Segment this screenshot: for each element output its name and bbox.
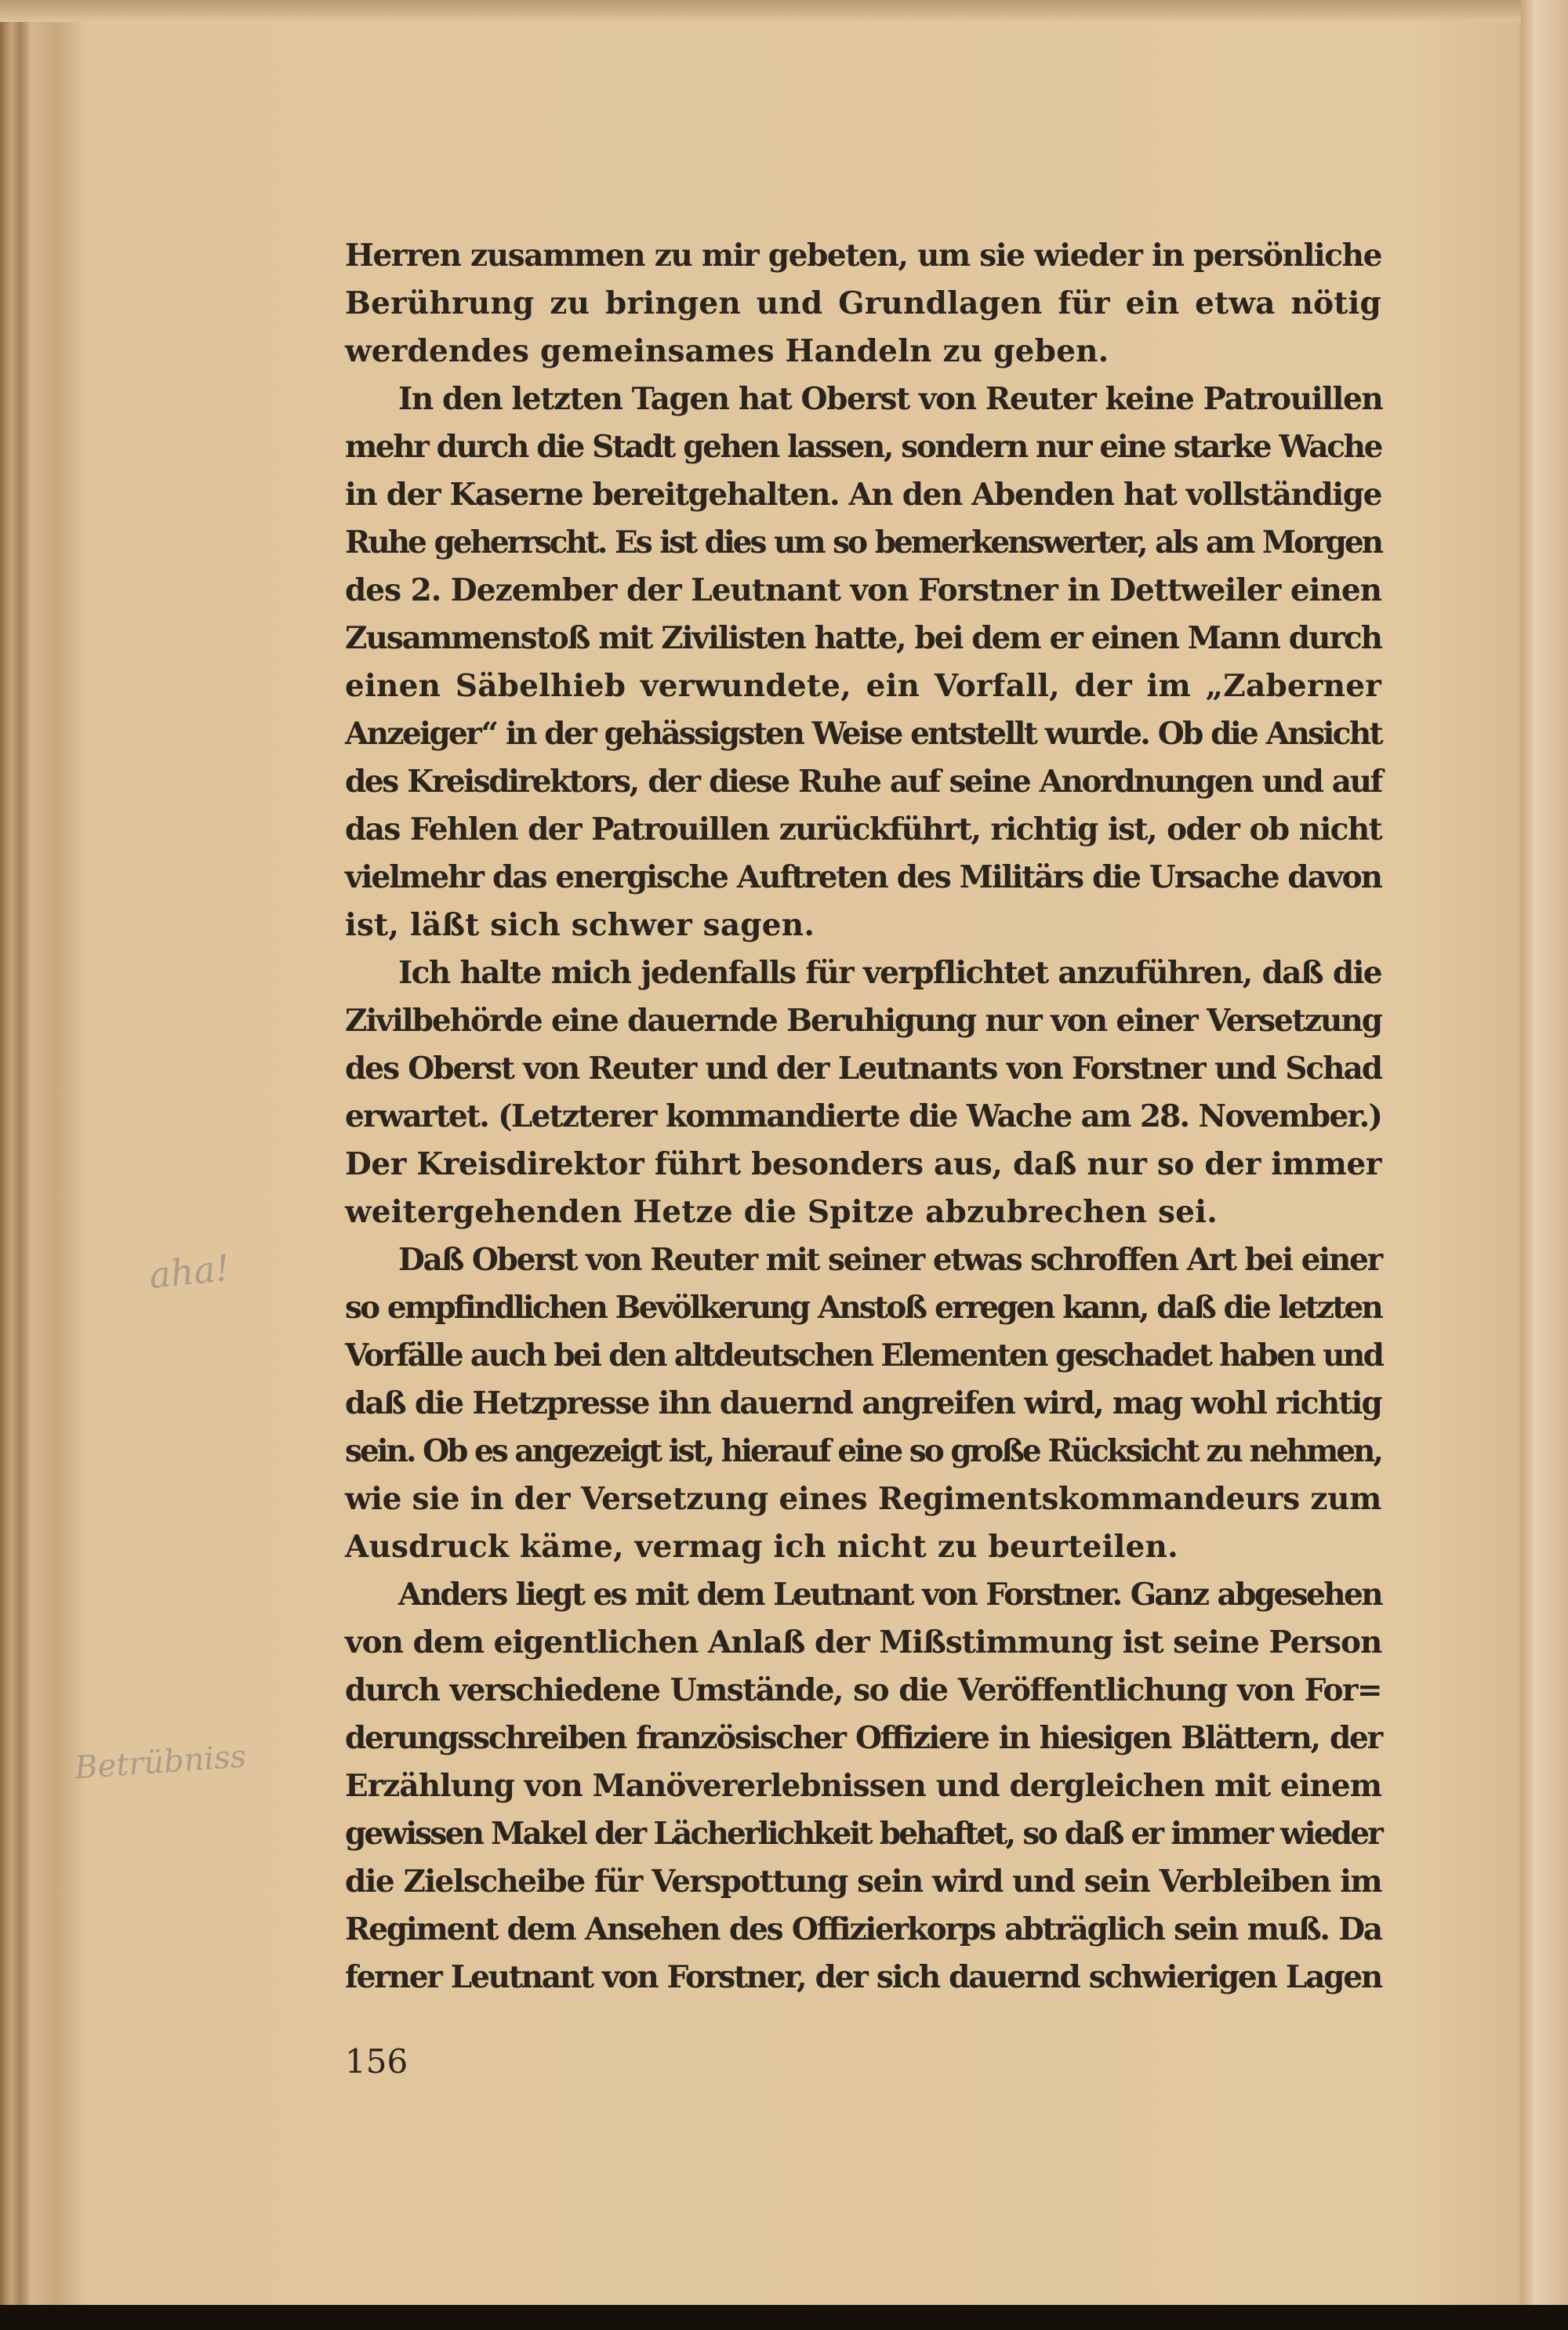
text-line: das Fehlen der Patrouillen zurückführt, richtig ist, oder ob nicht xyxy=(345,811,1381,847)
margin-note-handwritten: Betrübniss xyxy=(73,1738,248,1787)
text-line: Ausdruck käme, vermag ich nicht zu beurteilen. xyxy=(345,1529,1178,1565)
text-line: Vorfälle auch bei den altdeutschen Elementen geschadet haben und xyxy=(345,1337,1383,1374)
text-line: ist, läßt sich schwer sagen. xyxy=(345,907,815,943)
text-line: des Kreisdirektors, der diese Ruhe auf seine Anordnungen und auf xyxy=(345,764,1381,800)
body-text xyxy=(345,232,1381,2002)
text-line: Anzeiger“ in der gehässigsten Weise entstellt wurde. Ob die Ansicht xyxy=(345,716,1381,752)
text-line: Zivilbehörde eine dauernde Beruhigung nur von einer Versetzung xyxy=(345,1003,1381,1039)
text-line: Daß Oberst von Reuter mit seiner etwas schroffen Art bei einer xyxy=(398,1242,1381,1278)
text-line: in der Kaserne bereitgehalten. An den Abenden hat vollständige xyxy=(345,477,1381,513)
text-line: weitergehenden Hetze die Spitze abzubrechen sei. xyxy=(345,1194,1218,1230)
text-line: sein. Ob es angezeigt ist, hierauf eine so große Rücksicht zu nehmen, xyxy=(345,1433,1381,1469)
text-line: vielmehr das energische Auftreten des Militärs die Ursache davon xyxy=(345,859,1381,895)
text-line: Der Kreisdirektor führt besonders aus, daß nur so der immer xyxy=(345,1146,1381,1182)
text-line: die Zielscheibe für Verspottung sein wird und sein Verbleiben im xyxy=(345,1864,1381,1900)
text-line: einen Säbelhieb verwundete, ein Vorfall, der im „Zaberner xyxy=(345,668,1381,704)
text-line: Ich halte mich jedenfalls für verpflichtet anzuführen, daß die xyxy=(398,955,1381,991)
text-line: Zusammenstoß mit Zivilisten hatte, bei dem er einen Mann durch xyxy=(345,620,1381,656)
text-line: Herren zusammen zu mir gebeten, um sie wieder in persönliche xyxy=(345,238,1381,274)
text-line: Anders liegt es mit dem Leutnant von Forstner. Ganz abgesehen xyxy=(398,1577,1381,1613)
text-line: Berührung zu bringen und Grundlagen für ein etwa nötig xyxy=(345,285,1381,321)
text-line: ferner Leutnant von Forstner, der sich dauernd schwierigen Lagen xyxy=(345,1959,1381,1995)
page-number: 156 xyxy=(345,2042,408,2081)
text-line: des Oberst von Reuter und der Leutnants von Forstner und Schad xyxy=(345,1051,1381,1087)
text-line: daß die Hetzpresse ihn dauernd angreifen wird, mag wohl richtig xyxy=(345,1385,1381,1421)
text-line: des 2. Dezember der Leutnant von Forstner in Dettweiler einen xyxy=(345,572,1381,608)
text-line: so empfindlichen Bevölkerung Anstoß erregen kann, daß die letzten xyxy=(345,1290,1381,1326)
text-line: mehr durch die Stadt gehen lassen, sondern nur eine starke Wache xyxy=(345,429,1381,465)
text-line: Ruhe geherrscht. Es ist dies um so bemerkenswerter, als am Morgen xyxy=(345,524,1381,561)
text-line: gewissen Makel der Lächerlichkeit behaftet, so daß er immer wieder xyxy=(345,1816,1381,1852)
scan-bottom-border xyxy=(0,2305,1568,2330)
margin-note-aha: aha! xyxy=(147,1246,232,1297)
text-line: durch verschiedene Umstände, so die Veröffentlichung von For= xyxy=(345,1672,1381,1708)
text-line: In den letzten Tagen hat Oberst von Reuter keine Patrouillen xyxy=(398,381,1383,417)
text-line: Regiment dem Ansehen des Offizierkorps abträglich sein muß. Da xyxy=(345,1911,1381,1947)
text-line: wie sie in der Versetzung eines Regimentskommandeurs zum xyxy=(345,1481,1381,1517)
text-line: Erzählung von Manövererlebnissen und dergleichen mit einem xyxy=(345,1768,1381,1804)
page-top-edge xyxy=(0,0,1568,22)
text-line: erwartet. (Letzterer kommandierte die Wache am 28. November.) xyxy=(345,1098,1381,1134)
text-line: derungsschreiben französischer Offiziere in hiesigen Blättern, der xyxy=(345,1720,1381,1756)
page-right-edge xyxy=(1521,0,1568,2305)
text-line: werdendes gemeinsames Handeln zu geben. xyxy=(345,333,1109,369)
text-line: von dem eigentlichen Anlaß der Mißstimmung ist seine Person xyxy=(345,1624,1382,1660)
